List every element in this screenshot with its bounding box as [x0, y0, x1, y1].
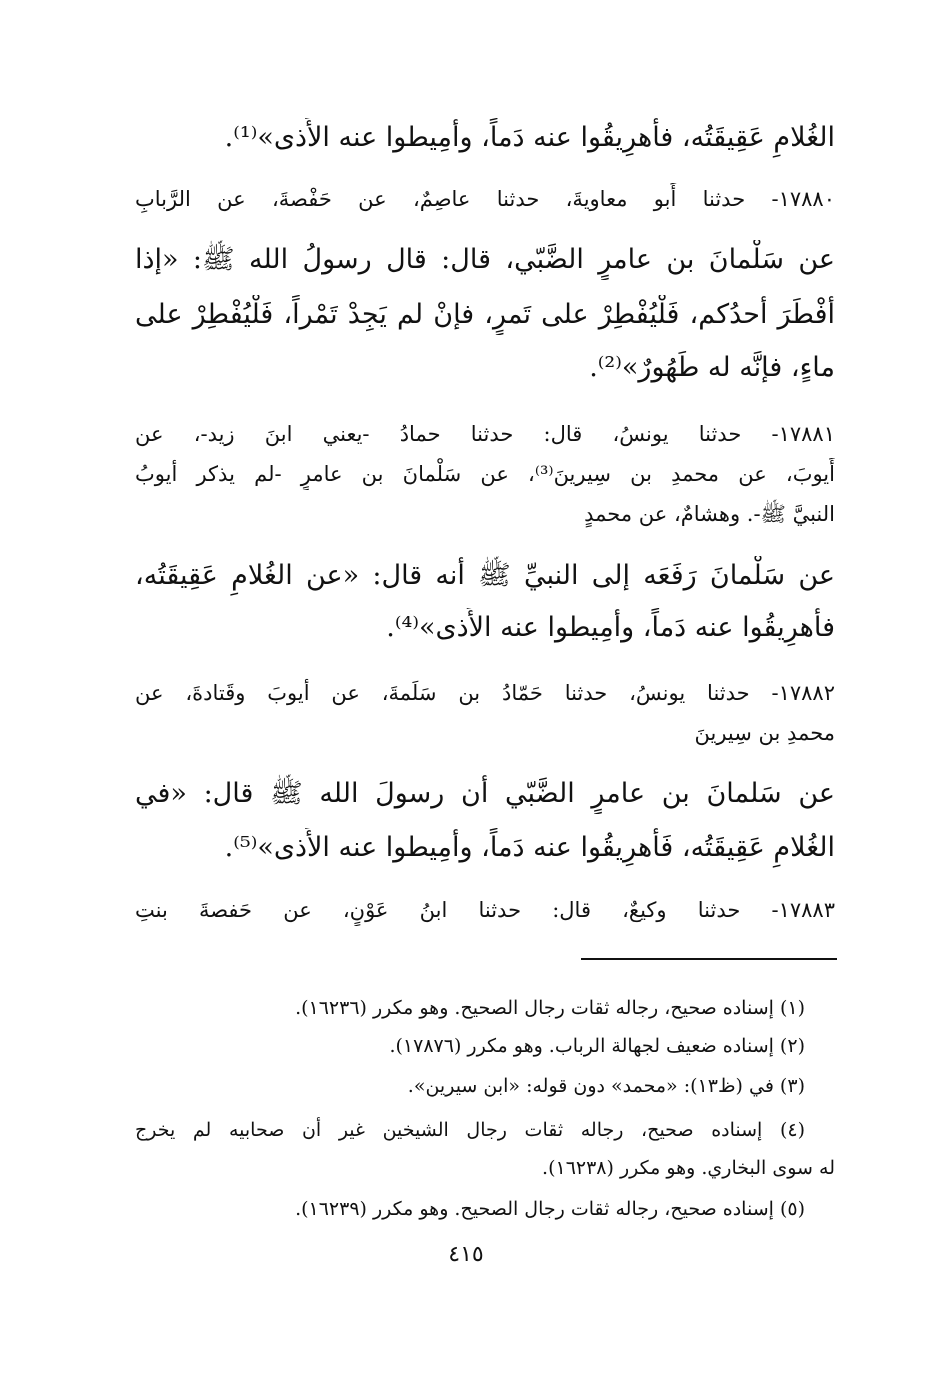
hadith-text-line: عن سَلمانَ بن عامرٍ الضَّبّي أن رسولَ الله ﷺ قال: «في: [135, 778, 835, 809]
isnad-line: النبيَّ ﷺ-. وهشامٌ، عن محمدٍ: [584, 502, 835, 526]
isnad-line: ١٧٨٨١- حدثنا يونسُ، قال: حدثنا حمادُ -يعني ابنَ زيد-، عن: [135, 422, 835, 446]
footnote-separator: [581, 958, 837, 960]
page-number: ٤١٥: [448, 1242, 484, 1267]
hadith-text-line: ماءٍ، فإنَّه له طَهُورٌ»⁽²⁾.: [589, 352, 835, 383]
isnad-line: محمدِ بن سِيرينَ: [694, 721, 835, 745]
hadith-text-line: الغُلامِ عَقِيقَتُه، فَأَهرِيقُوا عنه دَماً، وأَمِيطوا عنه الأَذى»⁽⁵⁾.: [224, 832, 835, 863]
footnote-continuation: له سوى البخاري. وهو مكرر (١٦٢٣٨).: [542, 1157, 835, 1179]
hadith-text-line: عن سَلْمانَ رَفَعَه إلى النبيِّ ﷺ أنه قال: «عن الغُلامِ عَقِيقَتُه،: [135, 560, 835, 591]
isnad-line: ١٧٨٨٢- حدثنا يونسُ، حدثنا حَمّادُ بن سَلَمةَ، عن أيوبَ وقَتادةَ، عن: [135, 681, 835, 705]
hadith-text-line: عن سَلْمانَ بن عامرٍ الضَّبّي، قال: قال رسولُ الله ﷺ: «إذا: [135, 244, 835, 275]
hadith-text-line: الغُلامِ عَقِيقَتُه، فأَهرِيقُوا عنه دَماً، وأَمِيطوا عنه الأَذى»⁽¹⁾.: [224, 122, 835, 153]
isnad-line: ١٧٨٨٣- حدثنا وكيعٌ، قال: حدثنا ابنُ عَوْنٍ، عن حَفصةَ بنتِ: [135, 898, 835, 922]
footnote: (٤) إسناده صحيح، رجاله ثقات رجال الشيخين غير أن صحابيه لم يخرج: [135, 1119, 805, 1141]
hadith-text-line: فأَهرِيقُوا عنه دَماً، وأَمِيطوا عنه الأَذى»⁽⁴⁾.: [386, 612, 835, 643]
isnad-line: أَيوبَ، عن محمدِ بن سِيرينَ⁽³⁾، عن سَلْمانَ بن عامرٍ -لم يذكر أيوبُ: [135, 462, 835, 486]
footnote: (١) إسناده صحيح، رجاله ثقات رجال الصحيح. وهو مكرر (١٦٢٣٦).: [295, 997, 805, 1019]
footnote: (٥) إسناده صحيح، رجاله ثقات رجال الصحيح. وهو مكرر (١٦٢٣٩).: [295, 1198, 805, 1220]
hadith-text-line: أفْطَرَ أَحدُكم، فَلْيُفْطِرْ على تَمرٍ، فإنْ لم يَجِدْ تَمْراً، فَلْيُفْطِرْ على: [135, 299, 835, 330]
isnad-line: ١٧٨٨٠- حدثنا أَبو معاويةَ، حدثنا عاصِمٌ، عن حَفْصةَ، عن الرَّبابِ: [135, 187, 835, 211]
footnote: (٣) في (ظ١٣): «محمد» دون قوله: «ابن سيرين».: [407, 1075, 805, 1097]
footnote: (٢) إسناده ضعيف لجهالة الرباب. وهو مكرر (١٧٨٧٦).: [389, 1035, 805, 1057]
